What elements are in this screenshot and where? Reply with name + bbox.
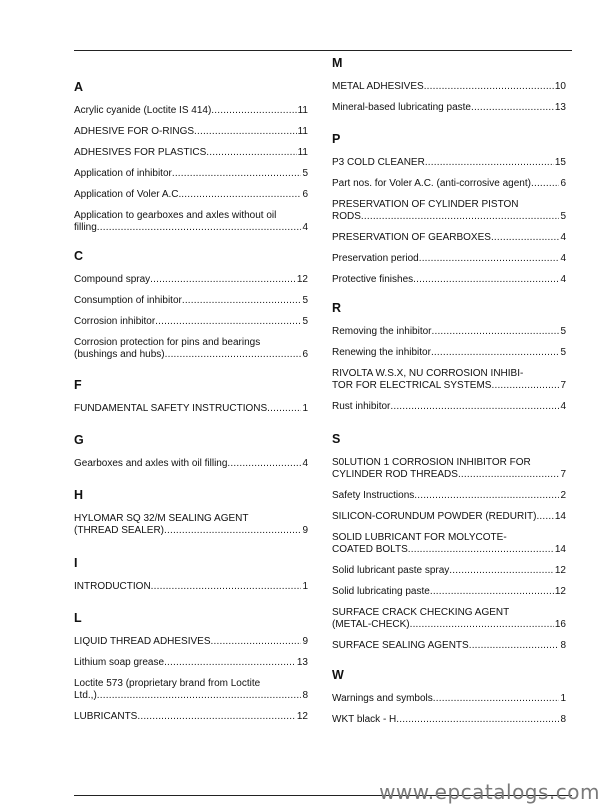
index-entry[interactable] xyxy=(332,157,566,169)
index-entry[interactable] xyxy=(332,457,566,481)
index-entry[interactable] xyxy=(332,714,566,726)
entry-text: INTRODUCTION xyxy=(74,581,151,592)
index-entry[interactable] xyxy=(74,105,308,117)
entry-text: Application of inhibitor xyxy=(74,168,172,179)
dot-leader xyxy=(164,525,301,537)
entry-text: Removing the inhibitor xyxy=(332,326,432,337)
dot-leader xyxy=(137,711,296,723)
page-number: 2 xyxy=(560,490,566,501)
dot-leader xyxy=(164,657,296,669)
entry-text: TOR FOR ELECTRICAL SYSTEMS xyxy=(332,380,492,391)
page-number: 4 xyxy=(560,401,566,412)
entry-text: SURFACE SEALING AGENTS xyxy=(332,640,469,651)
watermark: www.epcatalogs.com xyxy=(379,780,600,804)
index-entry[interactable] xyxy=(332,490,566,502)
page-number: 1 xyxy=(302,403,308,414)
index-section xyxy=(74,556,308,592)
entry-text: Solid lubricating paste xyxy=(332,586,430,597)
section-letter: H xyxy=(74,488,84,502)
entry-text: Compound spray xyxy=(74,274,151,285)
page-number: 6 xyxy=(560,178,566,189)
index-section xyxy=(332,301,566,412)
index-entry[interactable] xyxy=(74,337,308,361)
entry-text: METAL ADHESIVES xyxy=(332,81,424,92)
index-section xyxy=(74,80,308,233)
entry-text: (METAL-CHECK) xyxy=(332,619,410,630)
entry-text-line: SOLID LUBRICANT FOR MOLYCOTE- xyxy=(332,532,507,543)
page-number: 13 xyxy=(296,657,308,668)
page-number: 12 xyxy=(554,586,566,597)
page-number: 4 xyxy=(560,253,566,264)
page-number: 11 xyxy=(297,126,308,137)
entry-text: Application of Voler A.C. xyxy=(74,189,182,200)
index-section xyxy=(332,432,566,651)
page-number: 4 xyxy=(302,458,308,469)
top-rule xyxy=(74,50,572,51)
dot-leader xyxy=(97,690,302,702)
entry-text: Solid lubricant paste spray xyxy=(332,565,450,576)
index-entry[interactable] xyxy=(74,210,308,234)
index-entry[interactable] xyxy=(332,81,566,93)
dot-leader xyxy=(458,469,559,481)
dot-leader xyxy=(491,232,560,244)
dot-leader xyxy=(432,326,560,338)
page-number: 1 xyxy=(302,581,308,592)
index-entry[interactable] xyxy=(332,693,566,705)
page-number: 13 xyxy=(554,102,566,113)
page-number: 12 xyxy=(296,711,308,722)
entry-text: Warnings and symbols xyxy=(332,693,433,704)
dot-leader xyxy=(469,640,560,652)
index-entry[interactable] xyxy=(332,253,566,265)
dot-leader xyxy=(471,102,554,114)
page-number: 7 xyxy=(560,469,566,480)
index-entry[interactable] xyxy=(74,147,308,159)
index-section xyxy=(332,56,566,113)
page-number: 6 xyxy=(302,189,308,200)
dot-leader xyxy=(182,295,302,307)
entry-text-line: PRESERVATION OF CYLINDER PISTON xyxy=(332,199,519,210)
page-number: 1 xyxy=(560,693,566,704)
index-entry[interactable] xyxy=(332,199,566,223)
dot-leader xyxy=(390,401,559,413)
index-entry[interactable] xyxy=(332,401,566,413)
index-entry[interactable] xyxy=(332,326,566,338)
page-number: 4 xyxy=(560,274,566,285)
index-entry[interactable] xyxy=(74,581,308,593)
dot-leader xyxy=(431,347,559,359)
index-entry[interactable] xyxy=(74,189,308,201)
index-section xyxy=(74,488,308,536)
entry-text: FUNDAMENTAL SAFETY INSTRUCTIONS xyxy=(74,403,268,414)
dot-leader xyxy=(419,253,560,265)
index-entry[interactable] xyxy=(74,678,308,702)
page-number: 5 xyxy=(302,316,308,327)
dot-leader xyxy=(491,380,559,392)
entry-text: ADHESIVES FOR PLASTICS xyxy=(74,147,207,158)
index-section xyxy=(74,433,308,469)
entry-text: CYLINDER ROD THREADS xyxy=(332,469,458,480)
entry-text: (THREAD SEALER) xyxy=(74,525,165,536)
entry-text: Renewing the inhibitor xyxy=(332,347,431,358)
entry-text: WKT black - H xyxy=(332,714,397,725)
index-entry[interactable] xyxy=(332,232,566,244)
entry-text: SILICON-CORUNDUM POWDER (REDURIT) xyxy=(332,511,537,522)
page-number: 4 xyxy=(560,232,566,243)
index-entry[interactable] xyxy=(332,565,566,577)
entry-text-line: RIVOLTA W.S.X, NU CORROSION INHIBI- xyxy=(332,368,524,379)
entry-text: P3 COLD CLEANER xyxy=(332,157,425,168)
dot-leader xyxy=(425,157,554,169)
dot-leader xyxy=(531,178,559,190)
entry-text: Preservation period xyxy=(332,253,419,264)
page-number: 11 xyxy=(297,147,308,158)
page-number: 12 xyxy=(554,565,566,576)
page-number: 5 xyxy=(302,168,308,179)
index-entry[interactable] xyxy=(332,532,566,556)
entry-text: ADHESIVE FOR O-RINGS xyxy=(74,126,195,137)
section-letter: P xyxy=(332,132,341,146)
section-letter: F xyxy=(74,378,82,392)
index-entry[interactable] xyxy=(74,316,308,328)
entry-text-line: S0LUTION 1 CORROSION INHIBITOR FOR xyxy=(332,457,531,468)
entry-text: PRESERVATION OF GEARBOXES xyxy=(332,232,491,243)
entry-text-line: SURFACE CRACK CHECKING AGENT xyxy=(332,607,510,618)
page-number: 8 xyxy=(560,640,566,651)
entry-text: Corrosion inhibitor xyxy=(74,316,156,327)
index-entry[interactable] xyxy=(74,126,308,138)
dot-leader xyxy=(424,81,554,93)
entry-text: Consumption of inhibitor xyxy=(74,295,182,306)
page-number: 4 xyxy=(302,222,308,233)
dot-leader xyxy=(410,619,554,631)
entry-text: Rust inhibitor xyxy=(332,401,391,412)
dot-leader xyxy=(181,189,301,201)
index-entry[interactable] xyxy=(74,513,308,537)
dot-leader xyxy=(172,168,302,180)
dot-leader xyxy=(97,222,302,234)
index-entry[interactable] xyxy=(74,657,308,669)
index-entry[interactable] xyxy=(332,586,566,598)
page-number: 8 xyxy=(560,714,566,725)
section-letter: I xyxy=(74,556,78,570)
page-number: 9 xyxy=(302,525,308,536)
index-section xyxy=(332,132,566,285)
entry-text: (bushings and hubs) xyxy=(74,349,165,360)
page-number: 14 xyxy=(554,544,566,555)
dot-leader xyxy=(408,544,554,556)
index-entry[interactable] xyxy=(332,178,566,190)
entry-text: RODS xyxy=(332,211,361,222)
page-number: 5 xyxy=(560,211,566,222)
index-entry[interactable] xyxy=(332,607,566,631)
entry-text-line: HYLOMAR SQ 32/M SEALING AGENT xyxy=(74,513,249,524)
entry-text: Safety Instructions xyxy=(332,490,415,501)
dot-leader xyxy=(396,714,559,726)
page-number: 12 xyxy=(296,274,308,285)
dot-leader xyxy=(155,316,301,328)
dot-leader xyxy=(536,511,553,523)
index-entry[interactable] xyxy=(74,636,308,648)
dot-leader xyxy=(151,581,302,593)
section-letter: W xyxy=(332,668,344,682)
dot-leader xyxy=(150,274,296,286)
index-entry[interactable] xyxy=(74,295,308,307)
section-letter: L xyxy=(74,611,82,625)
entry-text: Lithium soap grease xyxy=(74,657,165,668)
index-entry[interactable] xyxy=(332,102,566,114)
index-section xyxy=(74,249,308,360)
index-entry[interactable] xyxy=(332,347,566,359)
index-entry[interactable] xyxy=(74,403,308,415)
dot-leader xyxy=(211,636,302,648)
entry-text: filling xyxy=(74,222,97,233)
entry-text: LIQUID THREAD ADHESIVES xyxy=(74,636,211,647)
section-letter: A xyxy=(74,80,84,94)
dot-leader xyxy=(414,490,559,502)
entry-text: Part nos. for Voler A.C. (anti-corrosive agent) xyxy=(332,178,531,189)
index-entry[interactable] xyxy=(74,168,308,180)
page-number: 5 xyxy=(560,347,566,358)
section-letter: M xyxy=(332,56,343,70)
section-letter: C xyxy=(74,249,84,263)
entry-text: Mineral-based lubricating paste xyxy=(332,102,471,113)
entry-text: COATED BOLTS xyxy=(332,544,408,555)
index-entry[interactable] xyxy=(74,458,308,470)
index-entry[interactable] xyxy=(74,274,308,286)
entry-text: Protective finishes xyxy=(332,274,414,285)
entry-text-line: Corrosion protection for pins and bearings xyxy=(74,337,261,348)
page-number: 7 xyxy=(560,380,566,391)
page-number: 9 xyxy=(302,636,308,647)
page-number: 16 xyxy=(554,619,566,630)
index-entry[interactable] xyxy=(332,368,566,392)
page-number: 10 xyxy=(554,81,566,92)
dot-leader xyxy=(211,105,296,117)
dot-leader xyxy=(165,349,302,361)
page-number: 5 xyxy=(560,326,566,337)
entry-text: Gearboxes and axles with oil filling xyxy=(74,458,228,469)
dot-leader xyxy=(227,458,301,470)
page-number: 11 xyxy=(297,105,308,116)
dot-leader xyxy=(206,147,296,159)
entry-text-line: Application to gearboxes and axles without oil xyxy=(74,210,277,221)
dot-leader xyxy=(361,211,560,223)
page-number: 5 xyxy=(302,295,308,306)
entry-text: Ltd.,) xyxy=(74,690,97,701)
index-section xyxy=(74,378,308,414)
section-letter: G xyxy=(74,433,84,447)
page-number: 8 xyxy=(302,690,308,701)
index-entry[interactable] xyxy=(332,640,566,652)
dot-leader xyxy=(194,126,297,138)
page-number: 6 xyxy=(302,349,308,360)
page-number: 14 xyxy=(554,511,566,522)
dot-leader xyxy=(413,274,559,286)
index-entry[interactable] xyxy=(332,274,566,286)
index-section xyxy=(332,668,566,725)
entry-text-line: Loctite 573 (proprietary brand from Loctite xyxy=(74,678,261,689)
dot-leader xyxy=(449,565,554,577)
dot-leader xyxy=(433,693,560,705)
page-number: 15 xyxy=(554,157,566,168)
section-letter: S xyxy=(332,432,341,446)
entry-text: LUBRICANTS xyxy=(74,711,138,722)
section-letter: R xyxy=(332,301,342,315)
dot-leader xyxy=(267,403,301,415)
index-entry[interactable] xyxy=(74,711,308,723)
entry-text: Acrylic cyanide (Loctite IS 414) xyxy=(74,105,212,116)
dot-leader xyxy=(430,586,554,598)
index-section xyxy=(74,611,308,722)
index-entry[interactable] xyxy=(332,511,566,523)
